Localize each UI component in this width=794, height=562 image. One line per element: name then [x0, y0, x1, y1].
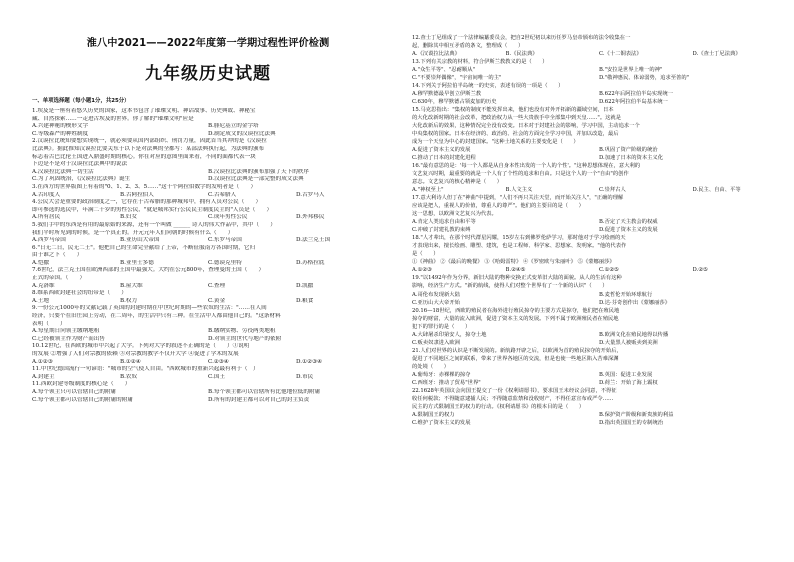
- question-text-line: 掠夺的财富，大量的流入欧洲，促进了资本主义的发展。下列不属于欧洲殖民者在殖民地: [412, 315, 619, 322]
- answer-option: C.已经被领主作为财产而出售: [32, 335, 105, 342]
- right-page: [398, 0, 794, 562]
- answer-option: D.法兰克王国: [296, 237, 331, 244]
- question-text-line: 11.中世纪德国流行一句谚语："城市的空气使人自由。"西欧城市的重新兴起最有利于（ ）: [32, 366, 259, 373]
- answer-options-row: [412, 74, 786, 82]
- question-text-line: 藏、自然探索……一走进古埃及的世界。你了解的"璀璨文明"应是: [32, 115, 194, 122]
- answer-option: B.汉谟拉比法典的颁布加强了天下的秩序: [208, 168, 309, 175]
- question-text-line: 由于谁之下（ ）: [32, 252, 83, 259]
- question-text-line: 5.我们手中的东西是有用的最原始的来源，还有一个叫做 ______ 诗人的伟大作品中，其中（ ）: [32, 221, 276, 228]
- answer-option: A.促进了资本主义的发展: [412, 147, 471, 154]
- exam-subject-title: 九年级历史试题: [145, 64, 271, 84]
- question-text-line: 犯下的罪行的是（ ）: [412, 323, 471, 330]
- answer-option: D.制定成文的汉谟拉比法典: [208, 130, 276, 137]
- answer-option: A.葡萄牙：赤裸裸的掠夺: [412, 371, 471, 378]
- answer-option: D.达·芬奇创作出《蒙娜丽莎》: [599, 299, 670, 306]
- question-text-line: 意志。文艺复兴的核心精神是（ ）: [412, 179, 503, 186]
- question-text-line: 起，删除其中相互矛盾的条文，整理成（ ）: [412, 43, 524, 50]
- section-heading: 一、单项选择题（每小题1分，共25分）: [32, 98, 130, 104]
- answer-option: C.西班牙：推动了贸易"世界": [412, 379, 481, 386]
- answer-option: C.黄金: [208, 297, 226, 304]
- answer-option: D.大量黑人被贩卖到美洲: [599, 339, 658, 346]
- question-text-line: 4.公民大会是重要的政治制度之一，它存在于古希腊的那种城邦中，拥有人员对公民（ ）: [32, 199, 262, 206]
- answer-option: B.缴纳实物、劳役两类地租: [208, 328, 276, 335]
- question-text-line: 19."以1492年作为分界，新旧大陆的物种交换正式变革旧大陆的面貌。从人的生活有这种: [412, 275, 622, 282]
- answer-option: A."众生平等"、"忍耐顺从": [412, 67, 475, 74]
- answer-option: D.粮食: [296, 297, 314, 304]
- answer-option: D.苏格拉底: [296, 259, 325, 266]
- answer-options-row: [32, 359, 384, 367]
- answer-options-row: [32, 336, 384, 344]
- left-question-list: [32, 108, 384, 404]
- answer-options-row: [412, 98, 786, 106]
- left-column: [32, 34, 384, 404]
- question-text-line: 1.埃及是一座有着悠久历史的国家，这本书包含了璀璨文明、神话故事、历史典故、神秘宝: [32, 108, 256, 114]
- answer-options-row: [412, 146, 786, 154]
- answer-option: B.亚里士多德: [120, 259, 154, 266]
- answer-options-row: [412, 66, 786, 74]
- answer-option: C.亚历山大大帝开始: [412, 299, 460, 306]
- question-text-line: 比法典》。据此推知汉谟拉比要关东于以下是对法典的全都写：某部法典执行起，为法典的颁布: [32, 145, 265, 152]
- question-text-line: 21.人们对世界的认识是不断发展的。新航路开辟之后，以欧洲为首的殖民掠夺的开始后，: [412, 347, 622, 354]
- answer-options-row: [412, 50, 786, 58]
- answer-option: B."安拉是世界上唯一的神": [599, 67, 663, 74]
- answer-options-row: [412, 218, 786, 226]
- question-text-line: 2.汉谟拉比统知要想实现统一，就必须要从国内部组织、刑罚力量，因此首当其冲的是《汉谟拉: [32, 138, 267, 145]
- exam-header-title: 淮八中2021——2022年度第一学期过程性评价检测: [86, 38, 330, 49]
- answer-options-row: [412, 266, 786, 274]
- answer-option: B.屋大维: [120, 282, 143, 289]
- answer-option: C.成年男性公民: [208, 214, 248, 221]
- answer-option: D.①②③④: [296, 358, 323, 365]
- answer-option: A.哥伦布发现新大陆: [412, 291, 460, 298]
- question-text-line: 促进了不同地区之间的联系，带来了世界各地区的交流，但是也使一些地区陷入苦难深渊: [412, 355, 619, 362]
- question-text-line: 经济，只要个在旧庄园上劳动，在二周年，的生活中只有三种。在生活中人都由他自己的。"这条材料: [32, 313, 281, 320]
- answer-option: A.《汉谟拉比法典》: [412, 51, 460, 58]
- question-text-line: 的处境（ ）: [412, 363, 450, 370]
- answer-option: C."不要崇拜偶像"，"宇宙间唯一的主": [412, 75, 502, 82]
- answer-options-row: [32, 328, 384, 336]
- answer-option: B.腓尼基立的金字塔: [208, 123, 259, 130]
- answer-option: C.等级森严的种姓制度: [32, 130, 89, 137]
- answer-option: B.古阿拉伯人: [120, 191, 154, 198]
- answer-option: A.兴建神秘的楔形文字: [32, 123, 89, 130]
- answer-option: C.①②⑤: [599, 267, 619, 274]
- answer-option: A.①②③: [412, 267, 432, 274]
- answer-options-row: [32, 397, 384, 405]
- question-text-line: 民主的方式限制国王的权力的行动。《权利请愿书》的根本目的是（ ）: [412, 403, 585, 410]
- question-text-line: 成为一个天皇为中心的封建国家。"这种土地关系的主要变化是（ ）: [412, 139, 579, 146]
- right-column: [412, 34, 786, 427]
- question-text-line: 15.马克思指出："集权的制度不能发挥出来，他们也没有对外开拓新的疆域空间，日本: [412, 107, 614, 114]
- answer-option: B.人文主义: [505, 187, 533, 194]
- answer-options-row: [412, 154, 786, 162]
- answer-option: D.汉谟拉比法典是一部完整的成文法典: [208, 176, 304, 183]
- answer-option: C.《十二铜表法》: [599, 51, 642, 58]
- question-text-line: 9.一份公元1000年的文献记载了英国的封建时期在中世纪时期的—些农奴的生活："……在人间: [32, 305, 267, 312]
- question-text-line: 影响，经济生产方式。"新的航线，使得人们对整个世界有了一个新的认识"（ ）: [412, 283, 608, 290]
- answer-option: B.英国：促进工业发展: [599, 371, 653, 378]
- answer-option: B.《民法典》: [505, 51, 538, 58]
- answer-option: A.每星期日向领主缴纳地租: [32, 328, 100, 335]
- answer-options-row: [32, 237, 384, 245]
- question-text-line: 即可参选的选民中，年满二十岁的男性公民，"就是城邦实行公民民主制度民主的"人员是（ ）: [32, 206, 273, 213]
- answer-option: A.①②③: [32, 358, 53, 365]
- answer-options-row: [32, 283, 384, 291]
- answer-options-row: [412, 411, 786, 419]
- answer-options-row: [412, 419, 786, 427]
- question-text-line: 大化改新后的效果，这种情况完全没有改变。日本对于封建社会的影响，学习中国，主动追求一个: [412, 123, 640, 130]
- answer-options-row: [412, 331, 786, 339]
- answer-option: D.所有的封建主都可以对自己的封主负责: [208, 396, 310, 403]
- answer-options-row: [32, 389, 384, 397]
- answer-option: C.冲破了封建礼教的束缚: [412, 227, 471, 234]
- answer-options-row: [412, 226, 786, 234]
- question-text-line: 是（ ）: [412, 251, 439, 258]
- answer-option: D.《查士丁尼法典》: [692, 51, 741, 58]
- answer-option: A."神权至上": [412, 187, 444, 194]
- answer-option: C.贩卖奴隶进入欧洲: [412, 339, 460, 346]
- answer-options-row: [32, 214, 384, 222]
- answer-option: B.亚历山大帝国: [120, 237, 160, 244]
- answer-option: C.德谟克里特: [208, 259, 242, 266]
- answer-option: B.②④⑤: [505, 267, 526, 274]
- answer-option: C.推动了日本的封建化进程: [412, 155, 476, 162]
- answer-options-row: [412, 339, 786, 347]
- answer-option: C.东罗马帝国: [208, 237, 242, 244]
- question-text-line: 11.西欧封建等级制度的核心是（ ）: [32, 381, 131, 388]
- answer-option: B.妇女: [120, 214, 138, 221]
- answer-option: D.荷兰：开始了海上霸权: [599, 379, 658, 386]
- answer-option: B.麦哲伦开始环球航行: [599, 291, 653, 298]
- answer-option: B.欧洲文化在殖民地得以传播: [599, 331, 669, 338]
- question-text-line: 18."人才辈出，在那个时代群星闪耀，15岁左右到佛罗伦萨学习，那时他对于学习绘画的天: [412, 235, 626, 242]
- answer-option: A.大肆屠杀印第安人，掠夺土地: [412, 331, 487, 338]
- answer-option: A.限制国王的权力: [412, 411, 455, 418]
- question-text-line: 收任何税款；不得随意逮捕人民；不得随意监禁和没收财产，不得任意宣布戒严令……: [412, 395, 614, 402]
- question-text-line: 正式的帝国。（ ）: [32, 275, 86, 282]
- answer-option: D.促进了资本主义的发展: [599, 227, 658, 234]
- question-text-line: ①《神曲》 ②《最后的晚餐》 ③《哈姆雷特》 ④《罗密欧与朱丽叶》 ⑤《蒙娜丽莎》: [412, 259, 615, 266]
- answer-options-row: [412, 379, 786, 387]
- answer-option: B.否定了天主教会的权威: [599, 219, 658, 226]
- answer-option: B.农奴: [120, 373, 138, 380]
- question-text-line: 的发展 ②增强了人们对宗教的依赖 ③对宗教的教学不仅开大学 ④促进了学术的发展: [32, 351, 239, 357]
- question-text-line: 8.维系西欧封建社会的纽带是（ ）: [32, 290, 127, 297]
- answer-options-row: [32, 176, 384, 184]
- answer-option: A.古印度人: [32, 191, 61, 198]
- answer-option: B.①②④: [120, 358, 141, 365]
- question-text-line: 我们平时所见到的时候，是一个真正的。开元元年人们向朝的时候有什么（ ）: [32, 229, 234, 236]
- answer-option: D."敬神惠民、体谅弱势，追求至善的": [599, 75, 690, 82]
- question-text-line: 17.意大利诗人但丁在"神曲"中提到，"人们不再只关注天堂，而开始关注人"，"正确的理解: [412, 195, 624, 202]
- right-question-list: [412, 34, 786, 427]
- answer-option: C.崇拜古人: [599, 187, 626, 194]
- answer-options-row: [32, 298, 384, 306]
- question-text-line: 表明（ ）: [32, 320, 66, 327]
- answer-option: A.封建主: [32, 373, 55, 380]
- answer-option: D.市民: [296, 373, 314, 380]
- answer-option: A.恺撒: [32, 259, 50, 266]
- answer-option: A.肯定人类追求自由和平等: [412, 219, 476, 226]
- question-text-line: 这一思想，以欧洲文艺复兴为代表。: [412, 211, 497, 218]
- answer-option: D.指出英国国王的专制统治: [599, 419, 664, 426]
- answer-option: A.穆罕默德最早创立伊斯兰教: [412, 91, 482, 98]
- answer-option: C.国王: [208, 373, 226, 380]
- answer-option: A.所有居民: [32, 214, 61, 221]
- question-text-line: 中央集权的国家。日本在经济的、政治的、社会的方面完全学习中国，并加以改造，最后: [412, 131, 619, 138]
- question-text-line: 13.下列有关宗教的材料，符合伊斯兰教教义的是（ ）: [412, 59, 548, 66]
- answer-options-row: [412, 90, 786, 98]
- answer-options-row: [412, 186, 786, 194]
- question-text-line: 12.查士丁尼组成了一个法律编纂委员会，把自2世纪初以来历任罗马皇帝颁布的法令收集在一: [412, 35, 631, 41]
- answer-options-row: [32, 131, 384, 139]
- answer-option: B.保护资产阶级和新贵族的利益: [599, 411, 674, 418]
- answer-option: C.古希腊人: [208, 191, 237, 198]
- question-text-line: 7.6世纪，法兰克王国在欧洲西部的王国中最强大。大约在公元800年，查理曼的王国（ ）: [32, 267, 265, 274]
- question-text-line: 6."日无二日，民无二王"。他把自己的生命完全献给了上帝，不断征服南方各国时期，它归: [32, 244, 256, 251]
- answer-options-row: [32, 123, 384, 131]
- answer-option: B.权力: [120, 297, 138, 304]
- answer-option: C.630年，穆罕默德占领麦加的历史: [412, 99, 497, 106]
- answer-option: A.土地: [32, 297, 50, 304]
- answer-options-row: [32, 260, 384, 268]
- question-text-line: 的大化改新时期的社会改革，把政治权力从一些大贵族手中全部集中到天皇……"。这就是: [412, 115, 622, 122]
- left-page: [0, 0, 396, 562]
- answer-option: D.622年阿拉伯半岛基本统一: [599, 99, 668, 106]
- answer-options-row: [32, 192, 384, 200]
- answer-option: C.查理: [208, 282, 226, 289]
- question-text-line: 22.1628年英国议会向国王提交了一份《权利请愿书》，要求国王未经议会同意，不得征: [412, 387, 617, 394]
- answer-option: D.古罗马人: [296, 191, 325, 198]
- question-text-line: 3.在西方的世界版图上有着的"0、1、2、3、5……"这十个阿拉伯数字的发明者是（ ）: [32, 183, 257, 190]
- answer-option: C.②③④: [208, 358, 229, 365]
- question-text-line: 10.12世纪，在西欧的城市中兴起了大学。下列对大学的叙述不正确的是（ ）①说明: [32, 343, 250, 350]
- answer-option: C.维护了资本主义的发展: [412, 419, 471, 426]
- answer-option: D.对领主的世代与地产的依附: [208, 335, 282, 342]
- answer-options-row: [412, 371, 786, 379]
- question-text-line: 才表现出来，擅长绘画、雕塑、建筑，也是工程师、科学家、思想家、发明家。"他的代表作: [412, 243, 627, 250]
- answer-option: B.622年后阿拉伯半岛实现统一: [599, 91, 673, 98]
- answer-option: D.②⑤: [692, 267, 708, 274]
- answer-options-row: [32, 374, 384, 382]
- answer-option: D.加速了日本的资本主义化: [599, 155, 664, 162]
- answer-option: D.外邦移民: [296, 214, 325, 221]
- answer-option: B.巩固了资产阶级的统治: [599, 147, 658, 154]
- answer-option: A.汉谟拉比法典一切生活: [32, 168, 94, 175]
- answer-option: A.克洛维: [32, 282, 55, 289]
- answer-option: D.民主、自由、平等: [692, 187, 741, 194]
- answer-option: C.每个领主都可以管辖自己的附庸的附庸: [32, 396, 133, 403]
- answer-options-row: [412, 291, 786, 299]
- answer-option: A.西罗马帝国: [32, 237, 66, 244]
- answer-options-row: [412, 299, 786, 307]
- question-text-line: 应该是把人，重视人的价值，尊重人的尊严"。他们的主要目的是（ ）: [412, 203, 584, 210]
- question-text-line: 文艺复兴时期，最重要的就是一个人有了个性的追求和自由。只是这个人的一个"自由"的创作: [412, 171, 629, 178]
- answer-option: B.每个领主都可以管辖所有比他地位低的附庸: [208, 388, 321, 395]
- answer-option: D.凯撒: [296, 282, 314, 289]
- question-text-line: 标志着古巴比伦王国进入鼎盛时期的核心。你在对应的意图里面来看，不同的面都代表一块: [32, 153, 256, 160]
- question-text-line: 16."最有意思的是：'每一个人都是从自身本性出发的一个人的个性'。"这种思想体现在，意大利的: [412, 163, 641, 170]
- question-text-line: 20.16—18世纪，西欧的殖民者在海外进行殖民掠夺的主要方式是掠夺，他们把在殖民地: [412, 307, 620, 314]
- question-text-line: 下边是不是对于汉谟拉比法典中的说法: [32, 161, 128, 168]
- answer-option: C.为了巩固统治，《汉谟拉比法典》诞生: [32, 176, 131, 183]
- answer-option: A.每个领主只可以管辖自己的附庸: [32, 388, 117, 395]
- answer-options-row: [32, 169, 384, 177]
- question-text-line: 14.下列关于阿拉伯半岛统一的史实，表述有误的一项是（ ）: [412, 83, 564, 90]
